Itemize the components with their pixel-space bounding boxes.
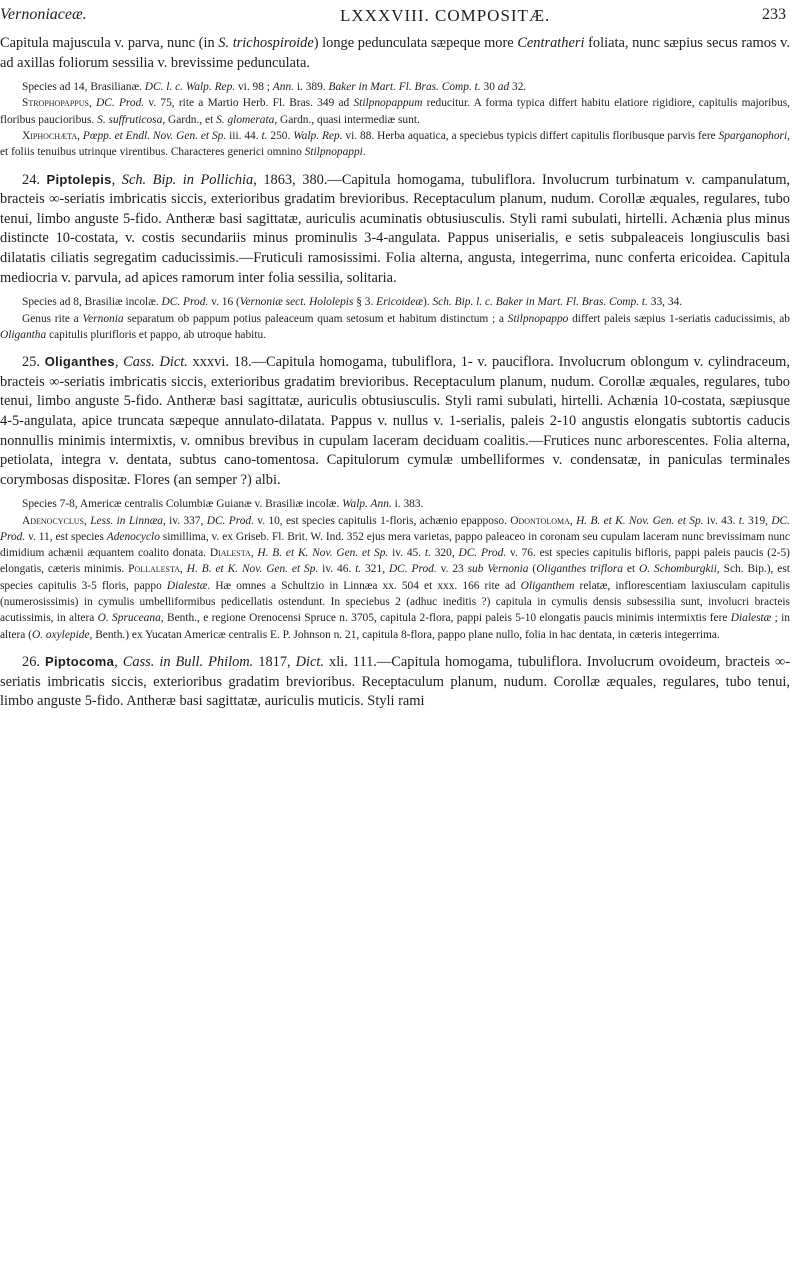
- page-body: [0, 34, 790, 712]
- text-run: vi. 98 ;: [235, 81, 273, 94]
- text-run: 321,: [361, 563, 389, 576]
- para-species-note: [0, 79, 790, 95]
- text-run: differt paleis sæpius 1-seriatis caducissimis, ab: [568, 312, 790, 325]
- running-head-title: LXXXVIII. COMPOSITÆ.: [340, 6, 551, 25]
- page-number: 233: [762, 6, 786, 23]
- italic-text: S. glomerata: [216, 113, 275, 126]
- text-run: Species ad 14, Brasilianæ.: [22, 81, 145, 94]
- italic-text: Cass. in Bull. Philom.: [122, 653, 254, 670]
- italic-text: Walp. Rep.: [293, 130, 343, 143]
- italic-text: Stilpnopappi: [304, 146, 363, 159]
- italic-text: Sch. Bip. in Pollichia: [121, 171, 254, 188]
- text-run: 24.: [22, 171, 47, 188]
- para-adenocyclus: [0, 513, 790, 643]
- genus-piptolepis: [0, 170, 790, 289]
- text-run: ,: [88, 97, 97, 110]
- text-run: xxxvi. 18.—Capitula homogama, tubuliflora, 1- v. pauciflora. Involucrum oblongum v. cylindraceum, bracteis ∞-seriatis imbricatis siccis, exterioribus gradatim brevioribus. Receptaculum planum, nudum. Corollæ æquales, regulares, tubo tenui, limbo anguste 5-fido. Antheræ basi sagittatæ, auriculis obtusiusculis. Styli rami subulati, hirtelli. Achænia 10-costata, sæpiusque 4-5-angulata, apice truncata sæpeque annulato-dilatata. Pappus v. nullus v. 1-serialis, paleis 2-10 angustis elongatis subtortis caducis nonnullis minimis intermixtis, v. omnibus brevibus in cupulam laceram deciduam coalitis.—Frutices nunc arborescentes. Folia alterna, petiolata, integra v. dentata, subtus cano-tomentosa. Capitulorum cymulæ umbelliformes v. condensatæ, in paniculas terminales corymbosas dispositæ. Flores (an semper ?) albi.: [0, 354, 790, 488]
- italic-text: S. suffruticosa: [97, 113, 163, 126]
- text-run: v. 11, est species: [25, 530, 107, 543]
- text-run: , Gardn., et: [162, 113, 217, 126]
- italic-text: Centratheri: [517, 35, 585, 51]
- synonym-name: Pollalesta: [128, 563, 181, 576]
- text-run: iv. 45.: [388, 547, 425, 560]
- italic-text: Oliganthem: [520, 579, 575, 592]
- italic-text: DC. Prod.: [388, 563, 437, 576]
- text-run: ,: [180, 563, 187, 576]
- italic-text: O. Spruceana: [97, 612, 161, 625]
- italic-text: Dialestæ: [730, 612, 772, 625]
- text-run: .: [362, 146, 366, 159]
- text-run: i. 389.: [294, 81, 329, 94]
- italic-text: Ericoideæ: [376, 296, 423, 309]
- synonym-name: Adenocyclus: [22, 514, 85, 527]
- genus-piptocoma: [0, 652, 790, 712]
- italic-text: Stilpnopappum: [353, 97, 423, 110]
- text-run: xli. 111.—Capitula homogama, tubuliflora. Involucrum ovoideum, bracteis ∞-seriatis imbricatis siccis, exterioribus gradatim brevioribus. Receptaculum planum, nudum. Corollæ æquales, regulares, tubo tenui, limbo anguste 5-fido. Antheræ basi sagittatæ, auriculis muticis. Styli rami: [0, 653, 790, 710]
- text-run: simillima, v. ex Griseb. Fl. Brit. W. Ind. 352 ejus mera varietas, pappo paleaceo in coronam seu cupulam laceram nunc brevissimam nunc dimidium achænii æquantem coalito donata.: [0, 530, 790, 560]
- italic-text: Oligantha: [0, 328, 47, 341]
- italic-text: Vernoniæ sect. Hololepis: [239, 296, 354, 309]
- text-run: ,: [250, 547, 258, 560]
- synonym-name: Odontoloma: [510, 514, 570, 527]
- text-run: . Hæ omnes a Schultzio in Linnæa xx. 504 et xxx. 166 rite ad: [207, 579, 521, 592]
- para-capitula: [0, 34, 790, 73]
- italic-text: DC. Prod.: [161, 296, 209, 309]
- text-run: ,: [77, 130, 83, 143]
- text-run: ,: [569, 514, 577, 527]
- synonym-name: Dialesta: [209, 547, 251, 560]
- italic-text: DC. Prod.: [96, 97, 145, 110]
- genus-name: Piptolepis: [46, 171, 112, 187]
- italic-text: Dict.: [295, 653, 325, 670]
- italic-text: Less. in Linnæa: [90, 514, 163, 527]
- italic-text: Dialestæ: [166, 579, 208, 592]
- italic-text: Baker in Mart. Fl. Bras. Comp. t.: [328, 81, 481, 94]
- text-run: ,: [111, 171, 122, 188]
- text-run: Species 7-8, Americæ centralis Columbiæ Guianæ v. Brasiliæ incolæ.: [22, 498, 343, 511]
- italic-text: Adenocyclo: [106, 530, 160, 543]
- italic-text: sub Vernonia: [467, 563, 529, 576]
- italic-text: Vernonia: [82, 312, 124, 325]
- italic-text: Ann.: [272, 81, 294, 94]
- text-run: 250.: [267, 130, 294, 143]
- italic-text: t.: [261, 130, 268, 143]
- italic-text: t.: [424, 547, 431, 560]
- italic-text: DC. Prod.: [206, 514, 254, 527]
- text-run: , iv. 337,: [163, 514, 207, 527]
- text-run: 1817,: [253, 653, 296, 670]
- page-header: [0, 6, 800, 32]
- para-oliganthes-species: [0, 496, 790, 512]
- text-run: iv. 46.: [318, 563, 356, 576]
- text-run: , Benth., e regione Orenocensi Spruce n. 3705, capitula 2-flora, pappi paleis 5-10 elongatis paucis minimis intermixtis fere: [160, 612, 731, 625]
- para-piptolepis-genus-note: [0, 311, 790, 344]
- text-run: 26.: [22, 653, 45, 670]
- text-run: v. 75, rite a Martio Herb. Fl. Bras. 349 ad: [144, 97, 354, 110]
- text-run: iii. 44.: [226, 130, 262, 143]
- italic-text: Sch. Bip. l. c. Baker in Mart. Fl. Bras. Comp. t.: [432, 296, 648, 309]
- italic-text: Sparganophori: [718, 130, 788, 143]
- text-run: iv. 43.: [703, 514, 739, 527]
- text-run: , Gardn., quasi intermediæ sunt.: [274, 113, 420, 126]
- text-run: v. 10, est species capitulis 1-floris, achænio epapposo.: [253, 514, 511, 527]
- italic-text: O. oxylepide: [31, 628, 90, 641]
- italic-text: ad: [497, 81, 510, 94]
- text-run: v. 23: [436, 563, 468, 576]
- text-run: ; in altera (: [0, 612, 790, 641]
- genus-name: Oliganthes: [44, 354, 115, 370]
- text-run: , Sch. Bip.), est species capitulis 3-5 floris, pappo: [0, 563, 790, 592]
- italic-text: Cass. Dict.: [123, 354, 188, 371]
- text-run: ,: [114, 653, 123, 670]
- text-run: ) longe pedunculata sæpeque more: [313, 35, 518, 51]
- text-run: ,: [84, 514, 91, 527]
- text-run: foliata, nunc sæpius secus ramos v. ad axillas foliorum sessilia v. brevissime pedunculata.: [0, 35, 790, 71]
- text-run: Capitula majuscula v. parva, nunc (in: [0, 35, 219, 51]
- text-run: 32.: [509, 81, 527, 94]
- text-run: v. 16 (: [208, 296, 240, 309]
- italic-text: Oliganthes triflora: [536, 563, 623, 576]
- genus-name: Piptocoma: [44, 653, 115, 669]
- italic-text: H. B. et K. Nov. Gen. et Sp.: [257, 547, 389, 560]
- italic-text: DC. l. c. Walp. Rep.: [144, 81, 236, 94]
- italic-text: H. B. et K. Nov. Gen. et Sp.: [576, 514, 704, 527]
- genus-oliganthes: [0, 352, 790, 490]
- text-run: 319,: [744, 514, 772, 527]
- text-run: ,: [114, 354, 124, 371]
- text-run: capitulis plurifloris et pappo, ab utroque habitu.: [46, 328, 267, 341]
- italic-text: DC. Prod.: [0, 514, 790, 543]
- text-run: (: [528, 563, 537, 576]
- text-run: reducitur. A forma typica differt habitu elatiore rigidiore, capitulis majoribus, floribus paucioribus.: [0, 97, 790, 126]
- text-run: ).: [422, 296, 433, 309]
- text-run: vi. 88. Herba aquatica, a speciebus typicis differt capitulis floribusque parvis fere: [342, 130, 719, 143]
- italic-text: H. B. et K. Nov. Gen. et Sp.: [186, 563, 319, 576]
- text-run: § 3.: [353, 296, 377, 309]
- italic-text: Stilpnopappo: [507, 312, 569, 325]
- text-run: , et foliis tenuibus utrinque virentibus. Characteres generici omnino: [0, 130, 791, 159]
- text-run: v. 76. est species capitulis bifloris, pappi paleis paucis (2-5) elongatis, cæteris minimis.: [0, 547, 790, 576]
- para-piptolepis-species: [0, 294, 790, 310]
- text-run: 33, 34.: [647, 296, 683, 309]
- text-run: et: [623, 563, 640, 576]
- italic-text: t.: [738, 514, 745, 527]
- text-run: , Benth.) ex Yucatan Americæ centralis E. P. Johnson n. 21, capitula 8-flora, pappo plane nullo, folia in hac dentata, in cæteris integerrima.: [89, 628, 720, 641]
- italic-text: DC. Prod.: [458, 547, 507, 560]
- synonym-name: Xiphochæta: [22, 130, 78, 143]
- text-run: 320,: [430, 547, 459, 560]
- text-run: Species ad 8, Brasiliæ incolæ.: [22, 296, 162, 309]
- text-run: 25.: [22, 354, 45, 371]
- text-run: , 1863, 380.—Capitula homogama, tubuliflora. Involucrum turbinatum v. campanulatum, bracteis ∞-seriatis imbricatis siccis, exterioribus gradatim brevioribus. Receptaculum planum, nudum. Corollæ æquales, regulares, tubo tenui, limbo anguste 5-fido. Antheræ basi sagittatæ, auriculis acuminatis obtusiusculis. Styli rami subulati, hirtelli. Achænia plus minus distincte 10-costata, v. costis secundariis minus prominulis 3-4-angulata. Pappus uniserialis, e setis subpaleaceis longiusculis basi dilatatis ciliatis segregatim caducissimis.—Fruticuli ramosissimi. Folia alterna, angusta, integerrima, nunc conferta ericoidea. Capitula mediocria v. parvula, ad apices ramorum inter folia sessilia, solitaria.: [0, 171, 791, 286]
- synonym-name: Strophopappus: [22, 97, 89, 110]
- text-run: 30: [480, 81, 498, 94]
- text-run: separatum ob pappum potius paleaceum quam setosum et habitum distinctum ; a: [123, 312, 508, 325]
- text-run: relatæ, inflorescentiam laxiusculam capitulis (numerosissimis) in cymulis umbelliformibus pedicellatis ostendunt. In speciebus 2 (adhuc ineditis ?) capitula in cymulis densis subsessilia sunt, involucri bracteis acutissimis, in altera: [0, 579, 790, 625]
- text-run: i. 383.: [391, 498, 424, 511]
- para-xiphochaeta: [0, 128, 790, 161]
- italic-text: t.: [355, 563, 362, 576]
- text-run: Genus rite a: [22, 312, 83, 325]
- italic-text: Pœpp. et Endl. Nov. Gen. et Sp.: [82, 130, 227, 143]
- italic-text: Walp. Ann.: [342, 498, 392, 511]
- italic-text: O. Schomburgkii: [639, 563, 717, 576]
- para-strophopappus: [0, 95, 790, 128]
- italic-text: S. trichospiroide: [218, 35, 314, 51]
- running-head-family: Vernoniaceæ.: [0, 6, 87, 23]
